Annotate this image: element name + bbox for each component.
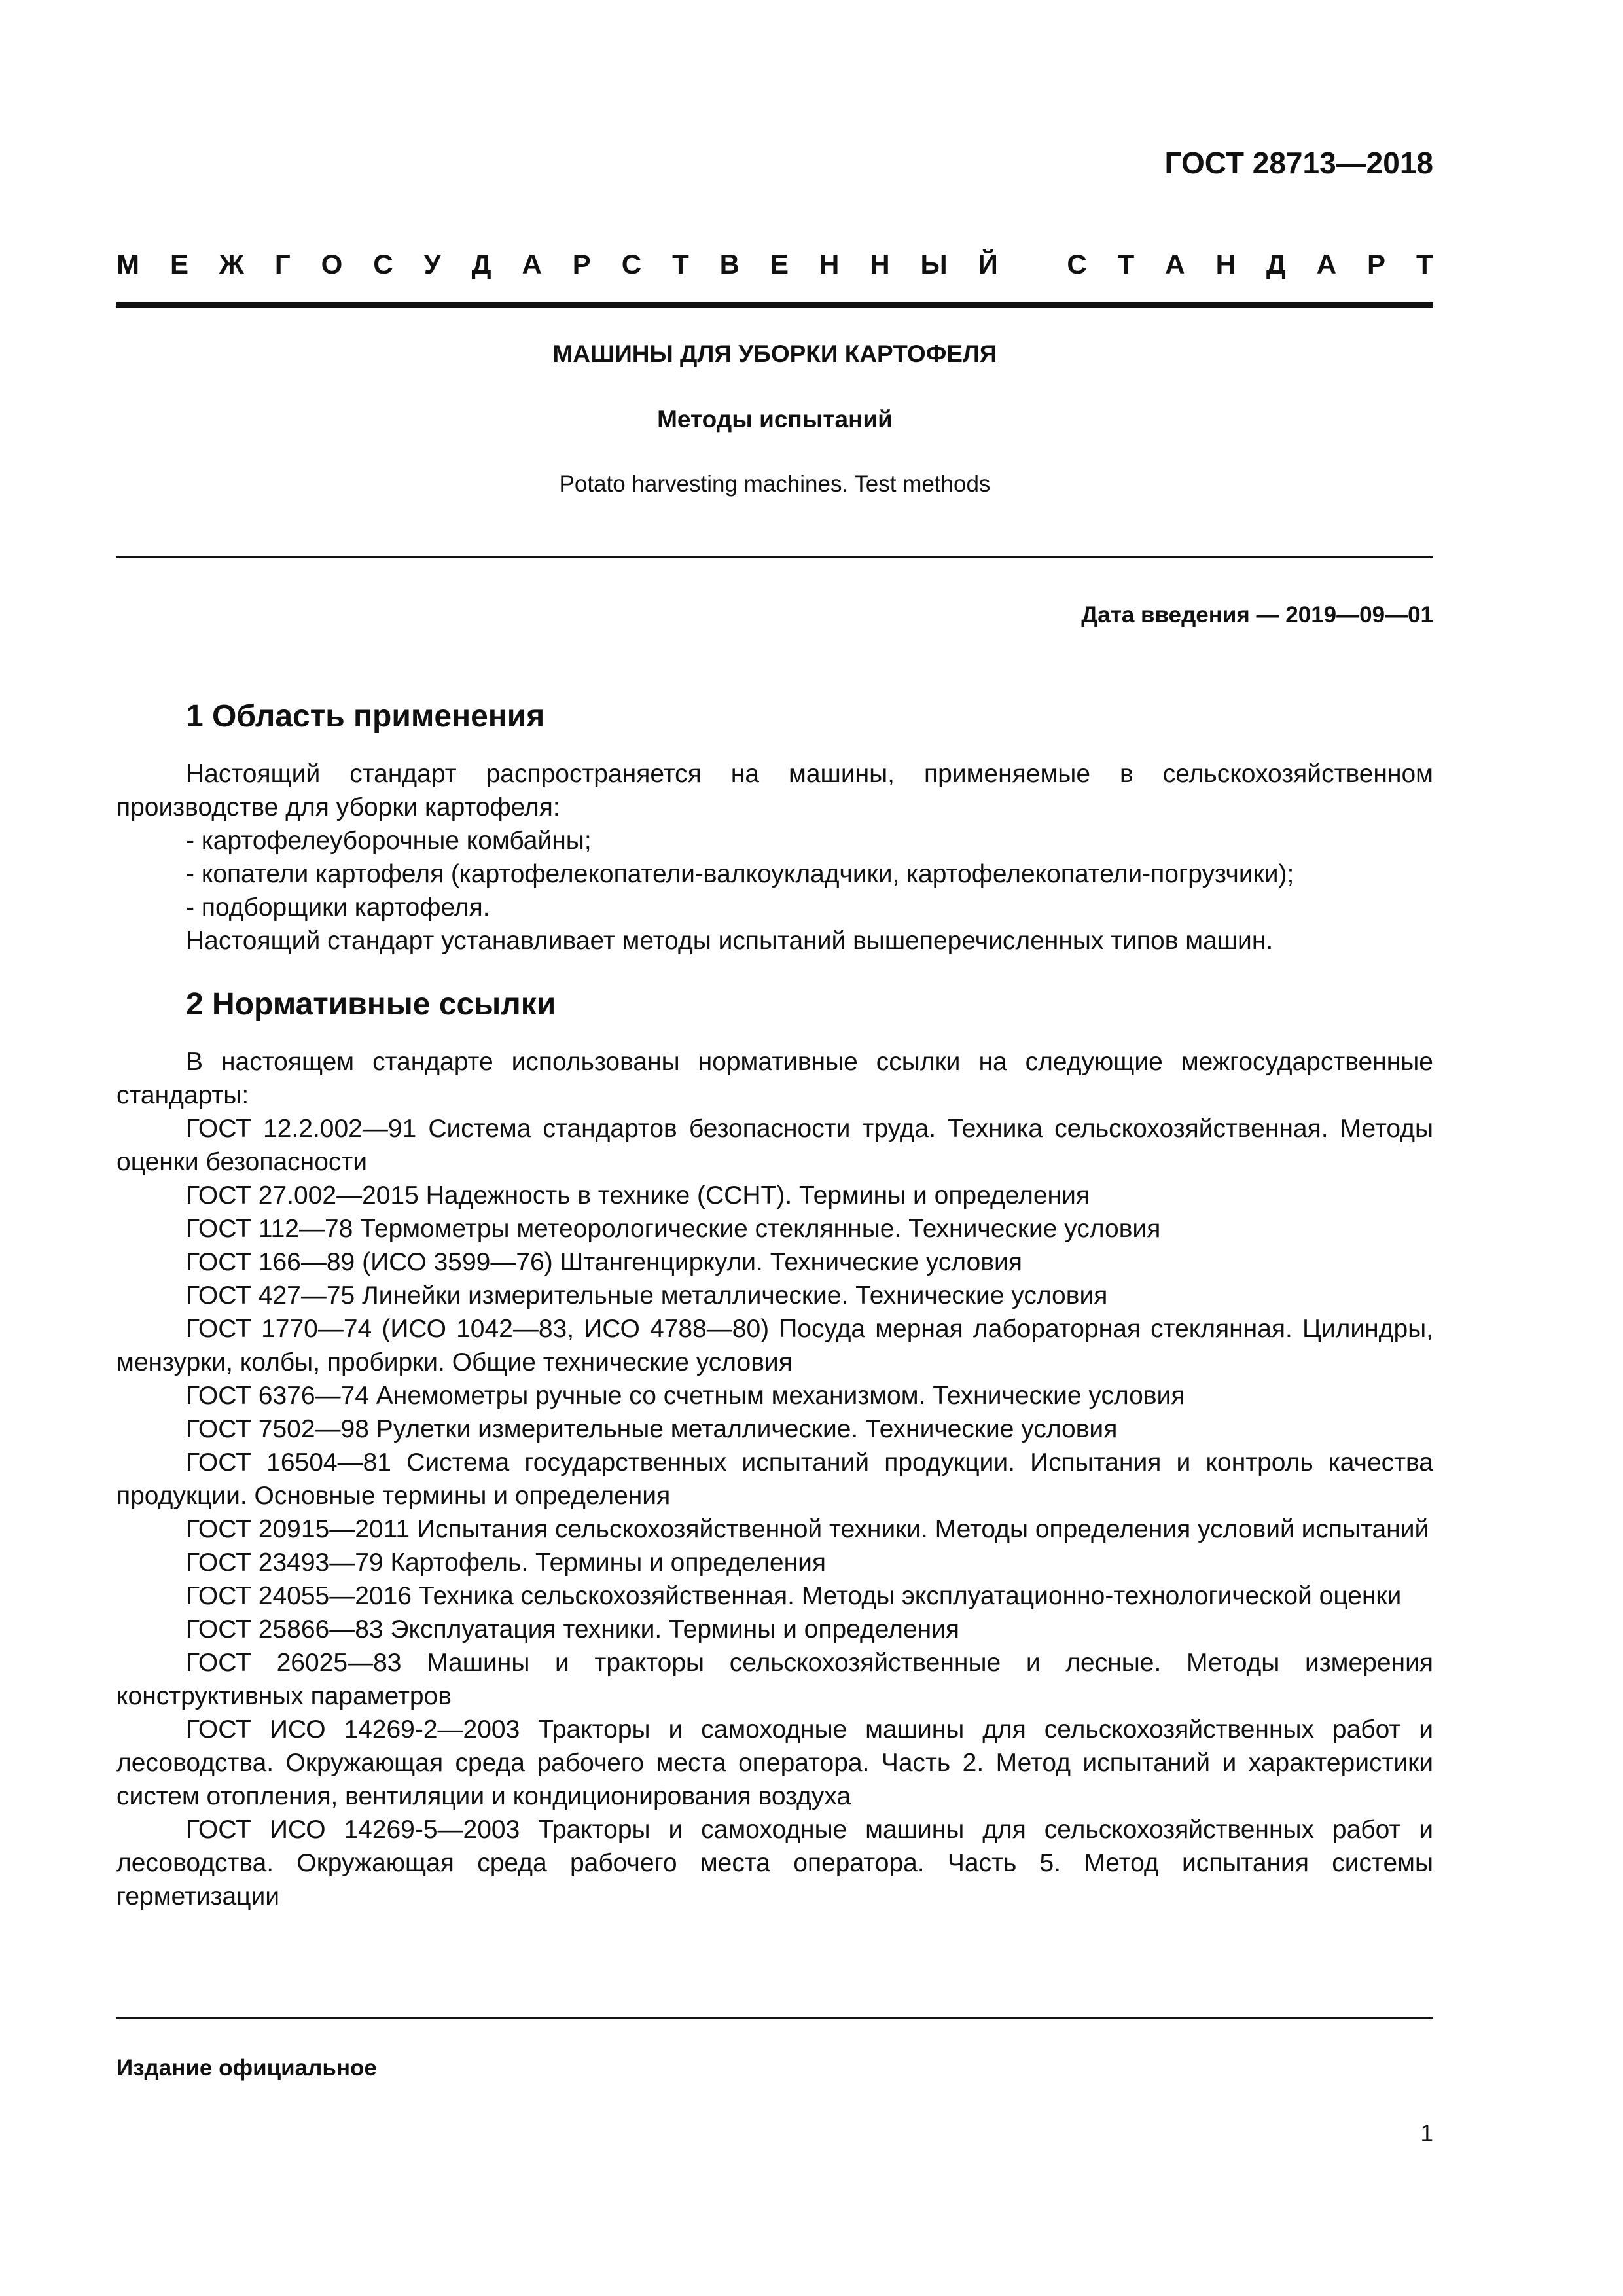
reference-item: ГОСТ 16504—81 Система государственных испытаний продукции. Испытания и контроль качества продукции. Основные термины и определения [116,1448,1433,1510]
reference-item: ГОСТ 112—78 Термометры метеорологические стеклянные. Технические условия [186,1215,1161,1243]
banner-letter: У [423,249,441,279]
banner-letter: Д [471,249,491,279]
reference-item: ГОСТ 12.2.002—91 Система стандартов безопасности труда. Техника сельскохозяйственная. Методы оценки безопасности [116,1115,1433,1176]
list-item: - копатели картофеля (картофелекопатели-валкоукладчики, картофелекопатели-погрузчики); [186,860,1294,888]
paragraph: Настоящий стандарт распространяется на машины, применяемые в сельскохозяйственном производстве для уборки картофеля: [116,760,1433,821]
banner-letter: Ж [219,249,244,279]
banner-letter: Е [770,249,789,279]
banner-letter: А [522,249,542,279]
banner-letter: А [1316,249,1337,279]
page-number: 1 [1420,2121,1433,2146]
banner-letter: А [1165,249,1185,279]
reference-item: ГОСТ 25866—83 Эксплуатация техники. Термины и определения [186,1615,960,1643]
standard-number: ГОСТ 28713—2018 [1164,146,1433,180]
banner-letter: Т [1416,249,1433,279]
footer-divider [116,2017,1433,2019]
banner-letter: В [719,249,740,279]
banner-letter: Е [169,249,188,279]
banner-letter: С [621,249,642,279]
banner-letter: М [116,249,139,279]
banner-letter: Д [1266,249,1286,279]
banner-letter: Р [1367,249,1386,279]
reference-item: ГОСТ ИСО 14269-2—2003 Тракторы и самоходные машины для сельскохозяйственных работ и лесоводства. Окружающая среда рабочего места оператора. Часть 2. Метод испытаний и характеристики систем отопления, вентиляции и кондиционирования воздуха [116,1715,1433,1810]
introduction-date: Дата введения — 2019—09—01 [1081,602,1433,628]
reference-item: ГОСТ 23493—79 Картофель. Термины и определения [186,1549,827,1577]
reference-item: ГОСТ 27.002—2015 Надежность в технике (ССНТ). Термины и определения [186,1181,1090,1210]
list-item: - подборщики картофеля. [186,893,490,922]
reference-item: ГОСТ 20915—2011 Испытания сельскохозяйственной техники. Методы определения условий испытаний [186,1515,1429,1543]
banner-letter: Н [819,249,840,279]
standard-banner [116,249,1433,280]
banner-letter: Г [274,249,291,279]
reference-item: ГОСТ 26025—83 Машины и тракторы сельскохозяйственные и лесные. Методы измерения конструктивных параметров [116,1649,1433,1710]
banner-letter: О [321,249,343,279]
section-heading: 2 Нормативные ссылки [186,987,556,1022]
scope-list [116,824,1433,924]
reference-item: ГОСТ ИСО 14269-5—2003 Тракторы и самоходные машины для сельскохозяйственных работ и лесоводства. Окружающая среда рабочего места оператора. Часть 5. Метод испытания системы герметизации [116,1816,1433,1910]
banner-gap [1029,249,1037,280]
document-body [116,697,1433,1913]
banner-letter: Т [672,249,689,279]
section-heading: 1 Область применения [186,699,545,734]
banner-letter: С [1067,249,1087,279]
banner-letter: Т [1117,249,1135,279]
paragraph: В настоящем стандарте использованы нормативные ссылки на следующие межгосударственные стандарты: [116,1048,1433,1109]
reference-item: ГОСТ 427—75 Линейки измерительные металлические. Технические условия [186,1282,1108,1310]
banner-letter: С [373,249,393,279]
document-subtitle: Методы испытаний [657,406,893,433]
edition-label: Издание официальное [116,2055,377,2081]
banner-letter: Н [870,249,890,279]
title-divider [116,556,1433,558]
header-divider [116,302,1433,308]
reference-item: ГОСТ 7502—98 Рулетки измерительные металлические. Технические условия [186,1415,1118,1443]
banner-letter: Р [572,249,591,279]
paragraph: Настоящий стандарт устанавливает методы испытаний вышеперечисленных типов машин. [186,927,1274,955]
reference-item: ГОСТ 1770—74 (ИСО 1042—83, ИСО 4788—80) Посуда мерная лабораторная стеклянная. Цилиндры, мензурки, колбы, пробирки. Общие технические условия [116,1315,1433,1376]
reference-item: ГОСТ 6376—74 Анемометры ручные со счетным механизмом. Технические условия [186,1382,1185,1410]
reference-item: ГОСТ 166—89 (ИСО 3599—76) Штангенциркули. Технические условия [186,1248,1022,1276]
list-item: - картофелеуборочные комбайны; [186,827,592,855]
banner-letter: Ы [920,249,948,279]
reference-item: ГОСТ 24055—2016 Техника сельскохозяйственная. Методы эксплуатационно-технологической оценки [186,1582,1402,1610]
document-title: МАШИНЫ ДЛЯ УБОРКИ КАРТОФЕЛЯ [552,340,997,367]
banner-letter: Н [1215,249,1236,279]
english-title: Potato harvesting machines. Test methods [559,471,991,497]
banner-letter: Й [978,249,998,279]
